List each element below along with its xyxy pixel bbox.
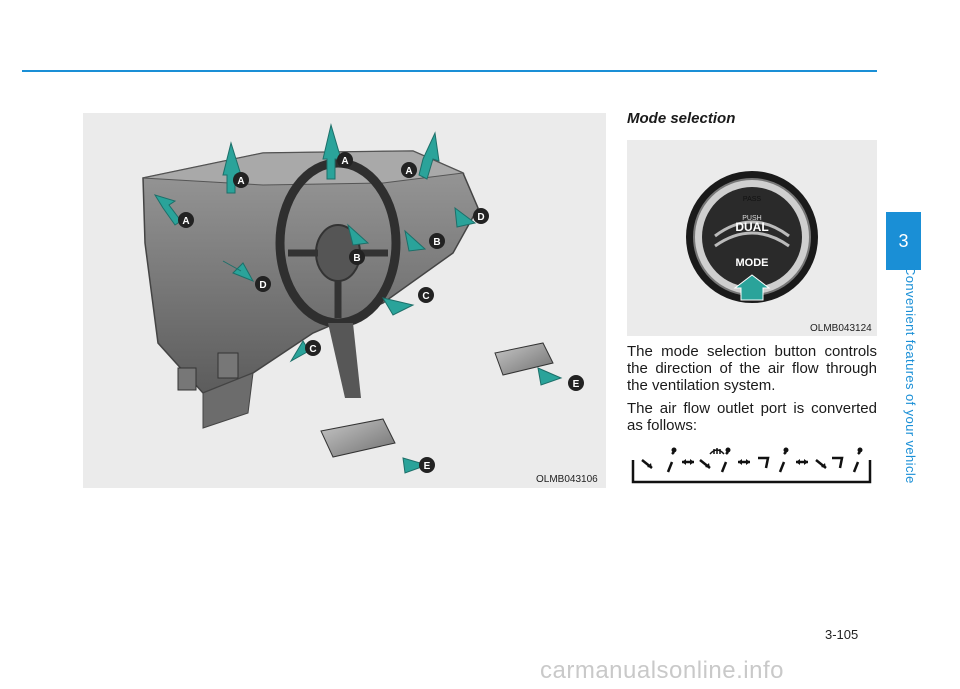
label-b-2	[429, 233, 445, 249]
figure2-caption: OLMB043124	[810, 323, 872, 334]
label-a-3	[401, 162, 417, 178]
svg-text:D: D	[477, 212, 485, 223]
label-e-2	[419, 457, 435, 473]
label-a-1	[233, 172, 249, 188]
paragraph-1: The mode selection button controls the direction of the air flow through the ventilation system.	[627, 343, 877, 394]
label-a-2	[337, 152, 353, 168]
label-b-1	[349, 249, 365, 265]
watermark: carmanualsonline.info	[540, 657, 784, 684]
svg-text:C: C	[422, 291, 430, 302]
section-title: Mode selection	[627, 110, 736, 127]
page-number: 3-105	[825, 627, 859, 642]
svg-text:E: E	[423, 461, 431, 472]
label-a-4	[178, 212, 194, 228]
mode-cycle-diagram	[630, 442, 875, 486]
knob-dual-text: DUAL	[735, 220, 769, 234]
mode-knob-figure	[627, 140, 877, 336]
label-e-1	[568, 375, 584, 391]
label-d-1	[473, 208, 489, 224]
chapter-side-title: Convenient features of your vehicle	[903, 266, 918, 484]
knob-pass-text: PASS	[742, 196, 762, 203]
svg-text:A: A	[237, 176, 245, 187]
header-rule	[22, 70, 877, 72]
paragraph-2: The air flow outlet port is converted as follows:	[627, 400, 877, 434]
svg-text:A: A	[182, 216, 190, 227]
figure1-caption: OLMB043106	[536, 474, 598, 485]
label-d-2	[255, 276, 271, 292]
label-c-1	[418, 287, 434, 303]
dashboard-airflow-figure	[83, 113, 606, 488]
knob-mode-text: MODE	[735, 257, 769, 269]
svg-text:C: C	[309, 344, 317, 355]
svg-text:A: A	[405, 166, 413, 177]
defrost-icon	[710, 448, 724, 454]
svg-text:E: E	[572, 379, 580, 390]
svg-text:D: D	[259, 280, 267, 291]
label-c-2	[305, 340, 321, 356]
svg-text:B: B	[353, 253, 361, 264]
svg-text:B: B	[433, 237, 441, 248]
chapter-tab: 3	[886, 212, 921, 270]
svg-text:A: A	[341, 156, 349, 167]
knob-push-text: PUSH	[742, 215, 762, 222]
